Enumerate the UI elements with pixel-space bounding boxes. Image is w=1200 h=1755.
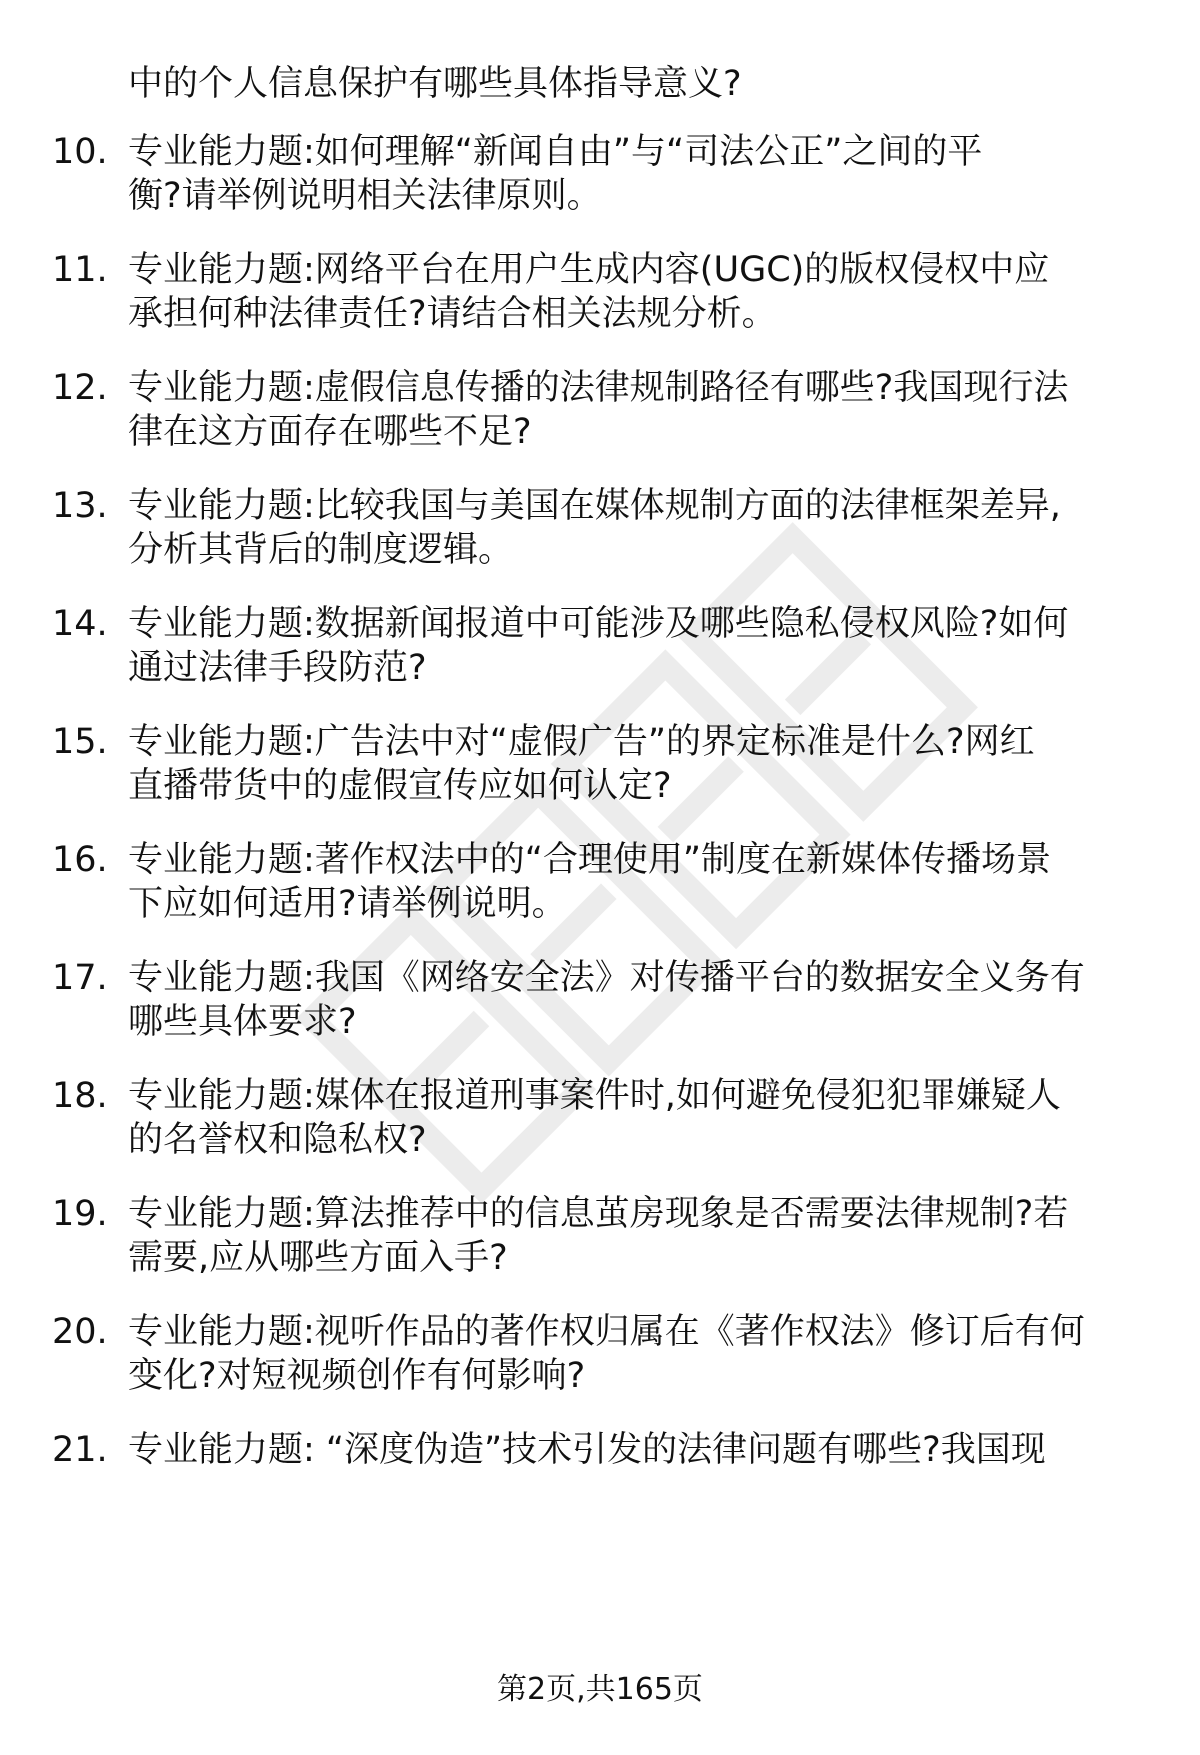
question-number: 15.: [52, 722, 108, 762]
question-text: [128, 720, 1148, 808]
question-text-line: 专业能力题:视听作品的著作权归属在《著作权法》修订后有何: [128, 1312, 1085, 1352]
question-text: [128, 602, 1148, 690]
question-text: [128, 484, 1148, 572]
question-number: 12.: [52, 368, 108, 408]
question-text-line: 专业能力题:广告法中对“虚假广告”的界定标准是什么?网红: [128, 722, 1035, 762]
question-number: 13.: [52, 486, 108, 526]
question-text-line: 专业能力题:数据新闻报道中可能涉及哪些隐私侵权风险?如何: [128, 604, 1069, 644]
question-number: 14.: [52, 604, 108, 644]
question-text-line: 专业能力题:我国《网络安全法》对传播平台的数据安全义务有: [128, 958, 1085, 998]
question-text-line: 哪些具体要求?: [128, 1002, 357, 1042]
question-text-line: 下应如何适用?请举例说明。: [128, 884, 567, 924]
question-text-line: 的名誉权和隐私权?: [128, 1120, 427, 1160]
question-number: 17.: [52, 958, 108, 998]
question-text-line: 律在这方面存在哪些不足?: [128, 412, 532, 452]
question-number: 16.: [52, 840, 108, 880]
question-text-line: 直播带货中的虚假宣传应如何认定?: [128, 766, 672, 806]
question-text: [128, 130, 1148, 218]
question-number: 18.: [52, 1076, 108, 1116]
question-text: [128, 1428, 1148, 1472]
question-text: [128, 838, 1148, 926]
question-text: [128, 1074, 1148, 1162]
question-text-line: 专业能力题:比较我国与美国在媒体规制方面的法律框架差异,: [128, 486, 1061, 526]
question-text-line: 承担何种法律责任?请结合相关法规分析。: [128, 294, 777, 334]
question-text: [128, 956, 1148, 1044]
question-text: [128, 366, 1148, 454]
question-number: 20.: [52, 1312, 108, 1352]
question-text-line: 专业能力题: “深度伪造”技术引发的法律问题有哪些?我国现: [128, 1430, 1046, 1470]
question-number: 10.: [52, 132, 108, 172]
question-text-line: 专业能力题:著作权法中的“合理使用”制度在新媒体传播场景: [128, 840, 1052, 880]
question-text-line: 专业能力题:媒体在报道刑事案件时,如何避免侵犯犯罪嫌疑人: [128, 1076, 1061, 1116]
question-text-line: 分析其背后的制度逻辑。: [128, 530, 514, 570]
question-text: [128, 248, 1148, 336]
question-text: [128, 1310, 1148, 1398]
question-number: 11.: [52, 250, 108, 290]
page-footer: 第2页,共165页: [497, 1672, 703, 1707]
question-number: 21.: [52, 1430, 108, 1470]
question-text-line: 专业能力题:虚假信息传播的法律规制路径有哪些?我国现行法: [128, 368, 1069, 408]
question-text: [128, 1192, 1148, 1280]
question-text-line: 专业能力题:算法推荐中的信息茧房现象是否需要法律规制?若: [128, 1194, 1069, 1234]
question-text-line: 衡?请举例说明相关法律原则。: [128, 176, 602, 216]
question-text-line: 变化?对短视频创作有何影响?: [128, 1356, 586, 1396]
question-number: 19.: [52, 1194, 108, 1234]
continuation-line: 中的个人信息保护有哪些具体指导意义?: [128, 64, 742, 104]
question-text-line: 专业能力题:网络平台在用户生成内容(UGC)的版权侵权中应: [128, 250, 1050, 290]
question-text-line: 通过法律手段防范?: [128, 648, 427, 688]
question-text-line: 专业能力题:如何理解“新闻自由”与“司法公正”之间的平: [128, 132, 983, 172]
question-text-line: 需要,应从哪些方面入手?: [128, 1238, 508, 1278]
